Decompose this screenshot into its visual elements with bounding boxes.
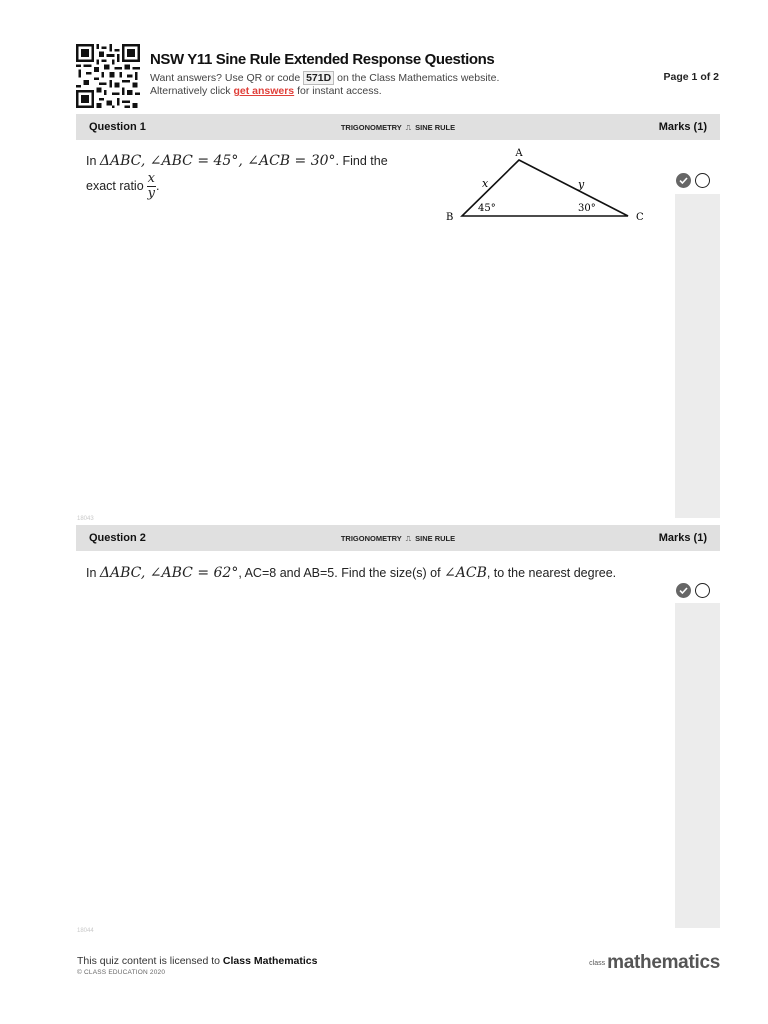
document-title: NSW Y11 Sine Rule Extended Response Questions	[150, 51, 495, 68]
license-notice: This quiz content is licensed to Class Mathematics	[77, 955, 318, 967]
question-label: Question 1	[89, 121, 146, 133]
question-marks: Marks (1)	[658, 121, 707, 133]
vertex-c-label: C	[636, 212, 644, 223]
check-icon[interactable]	[676, 583, 691, 598]
topic-separator-icon: ⎍	[405, 123, 412, 132]
question-2-header	[76, 525, 720, 551]
question-id: 18043	[77, 516, 94, 522]
copyright-text: © CLASS EDUCATION 2020	[77, 969, 166, 976]
answer-side-column	[675, 194, 720, 518]
side-x-label: x	[482, 177, 489, 190]
answers-alternative: Alternatively click get answers for instant access.	[150, 85, 382, 97]
question-1-text: In ΔABC, ∠ABC = 45°, ∠ACB = 30°. Find the exact ratio $\frac{x}{y}$ .	[86, 153, 388, 201]
angle-b-label: 45°	[478, 203, 496, 214]
empty-circle-icon[interactable]	[695, 173, 710, 188]
question-topic: TRIGONOMETRY ⎍ SINE RULE	[340, 534, 456, 543]
check-icon[interactable]	[676, 173, 691, 188]
question-1-header	[76, 114, 720, 140]
question-id: 18044	[77, 928, 94, 934]
triangle-diagram	[442, 147, 652, 227]
empty-circle-icon[interactable]	[695, 583, 710, 598]
question-topic: TRIGONOMETRY ⎍ SINE RULE	[340, 123, 456, 132]
side-y-label: y	[578, 178, 585, 191]
question-label: Question 2	[89, 532, 146, 544]
get-answers-link[interactable]: get answers	[233, 85, 295, 97]
answers-instructions: Want answers? Use QR or code 571D on the Class Mathematics website.	[150, 72, 500, 84]
topic-separator-icon: ⎍	[405, 534, 412, 543]
answer-code[interactable]: 571D	[303, 71, 334, 85]
angle-c-label: 30°	[578, 203, 596, 214]
vertex-a-label: A	[515, 148, 523, 159]
page-indicator: Page 1 of 2	[663, 71, 719, 83]
vertex-b-label: B	[446, 212, 454, 223]
ratio-fraction: $\frac{x}{y}$	[147, 171, 156, 201]
qr-code[interactable]	[76, 44, 140, 108]
answer-side-column	[675, 603, 720, 928]
question-marks: Marks (1)	[658, 532, 707, 544]
question-2-text: In ΔABC, ∠ABC = 62°, AC=8 and AB=5. Find the size(s) of ∠ACB, to the nearest degree.	[86, 565, 617, 581]
class-mathematics-logo: class mathematics	[589, 952, 720, 973]
